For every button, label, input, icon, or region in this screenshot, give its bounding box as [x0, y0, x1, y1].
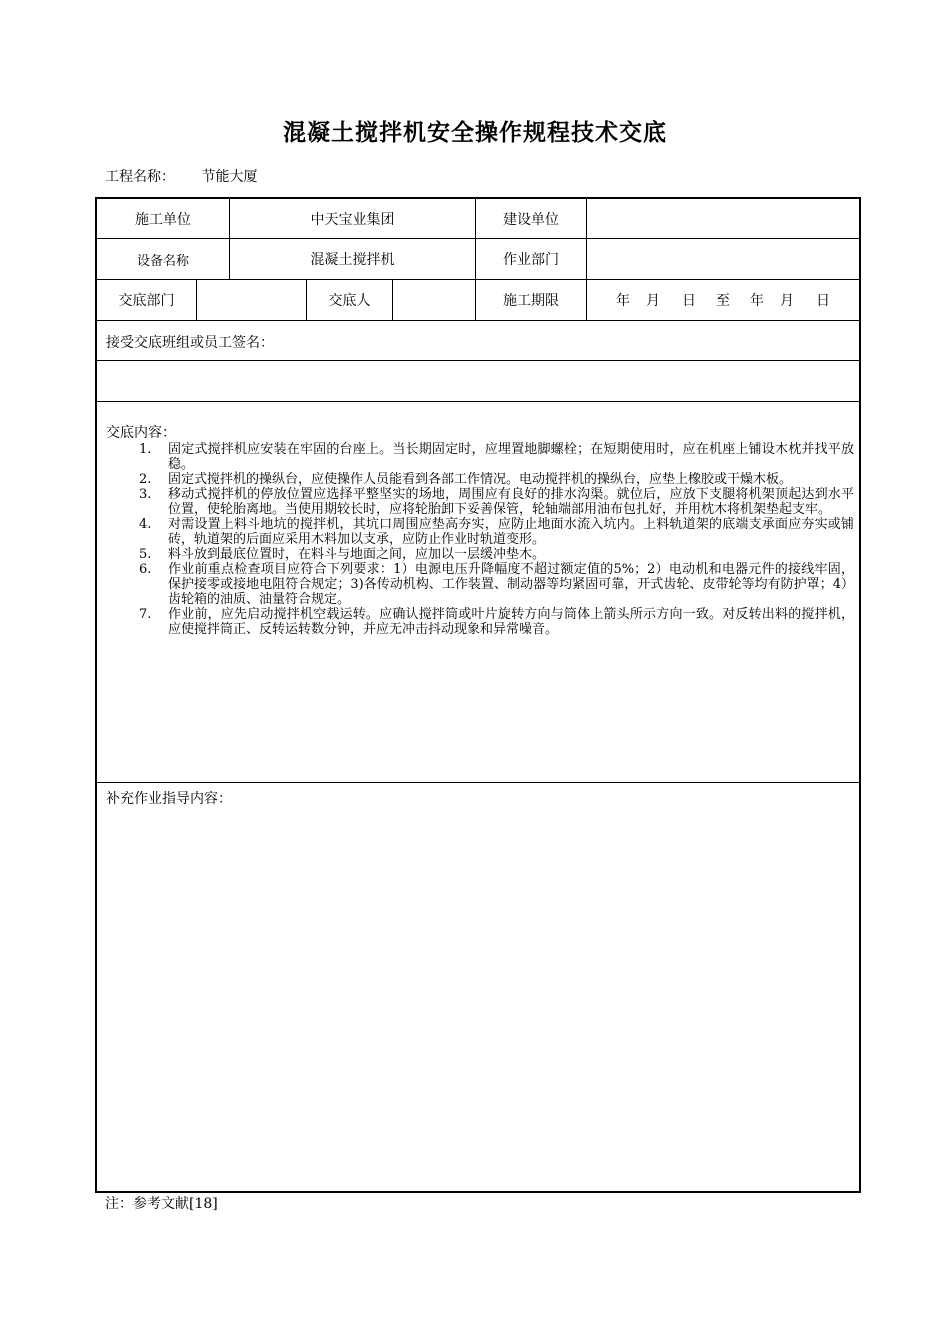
signature-label: 接受交底班组或员工签名：	[106, 335, 274, 351]
end-year: 年	[750, 293, 764, 309]
item-text: 作业前重点检查项目应符合下列要求：1）电源电压升降幅度不超过额定值的5%；2）电动机和电器元件的接线牢固，保护接零或接地电阻符合规定；3)各传动机构、工作装置、制动器等均紧固可靠，开式齿轮、皮带轮等均有防护罩；4）齿轮箱的油质、油量符合规定。	[168, 562, 854, 607]
construction-period-dates	[587, 280, 859, 320]
item-text: 料斗放到最底位置时，在料斗与地面之间，应加以一层缓冲垫木。	[168, 547, 546, 562]
handover-department-label: 交底部门	[118, 293, 175, 309]
content-list	[106, 442, 854, 637]
owner-unit-value	[587, 199, 859, 238]
item-number: 4.	[139, 517, 152, 532]
handover-department-value	[197, 280, 306, 320]
item-number: 7.	[139, 607, 152, 622]
handover-person-label: 交底人	[328, 293, 371, 309]
equipment-name-value: 混凝土搅拌机	[310, 252, 395, 268]
row-divider	[97, 360, 859, 361]
item-number: 6.	[139, 562, 152, 577]
list-item	[106, 442, 854, 472]
item-number: 5.	[139, 547, 152, 562]
item-text: 移动式搅拌机的停放位置应选择平整坚实的场地，周围应有良好的排水沟渠。就位后，应放下支腿将机架顶起达到水平位置，使轮胎离地。当使用期较长时，应将轮胎卸下妥善保管，轮轴端部用油布包扎好，并用枕木将机架垫起支牢。	[168, 487, 854, 517]
reference-note: 注：参考文献[18]	[105, 1196, 218, 1212]
construction-unit-value: 中天宝业集团	[310, 211, 395, 228]
item-text: 对需设置上料斗地坑的搅拌机，其坑口周围应垫高夯实，应防止地面水流入坑内。上料轨道架的底端支承面应夯实或铺砖，轨道架的后面应采用木料加以支承，应防止作业时轨道变形。	[168, 517, 854, 547]
item-text: 固定式搅拌机的操纵台，应使操作人员能看到各部工作情况。电动搅拌机的操纵台，应垫上橡胶或干燥木板。	[168, 472, 793, 487]
item-text: 固定式搅拌机应安装在牢固的台座上。当长期固定时，应埋置地脚螺栓；在短期使用时，应在机座上铺设木枕并找平放稳。	[168, 442, 854, 472]
work-department-value	[587, 239, 859, 279]
list-item	[106, 607, 854, 637]
list-item	[106, 547, 854, 562]
start-day: 日	[682, 293, 696, 309]
document-title: 混凝土搅拌机安全操作规程技术交底	[283, 120, 667, 146]
project-name-value: 节能大厦	[201, 169, 258, 185]
handover-form-table	[95, 197, 861, 1193]
content-label: 交底内容：	[106, 425, 176, 441]
item-number: 3.	[139, 487, 152, 502]
item-text: 作业前，应先启动搅拌机空载运转。应确认搅拌筒或叶片旋转方向与筒体上箭头所示方向一致。对反转出料的搅拌机，应使搅拌筒正、反转运转数分钟，并应无冲击抖动现象和异常噪音。	[168, 607, 854, 637]
equipment-name-label: 设备名称	[136, 253, 189, 269]
list-item	[106, 562, 854, 607]
list-item	[106, 487, 854, 517]
start-month: 月	[646, 293, 660, 309]
end-day: 日	[816, 293, 830, 309]
supplement-label: 补充作业指导内容：	[106, 791, 232, 807]
owner-unit-label: 建设单位	[503, 211, 559, 228]
period-to: 至	[716, 293, 730, 309]
item-number: 1.	[139, 442, 152, 457]
list-item	[106, 517, 854, 547]
construction-unit-label: 施工单位	[135, 211, 191, 228]
end-month: 月	[780, 293, 794, 309]
list-item	[106, 472, 854, 487]
construction-period-label: 施工期限	[503, 293, 559, 309]
handover-person-value	[393, 280, 475, 320]
item-number: 2.	[139, 472, 152, 487]
row-divider	[97, 782, 859, 783]
row-divider	[97, 320, 859, 321]
row-divider	[97, 401, 859, 402]
start-year: 年	[616, 293, 630, 309]
project-name-line	[105, 166, 257, 186]
work-department-label: 作业部门	[503, 252, 559, 268]
project-name-label: 工程名称：	[105, 169, 175, 185]
